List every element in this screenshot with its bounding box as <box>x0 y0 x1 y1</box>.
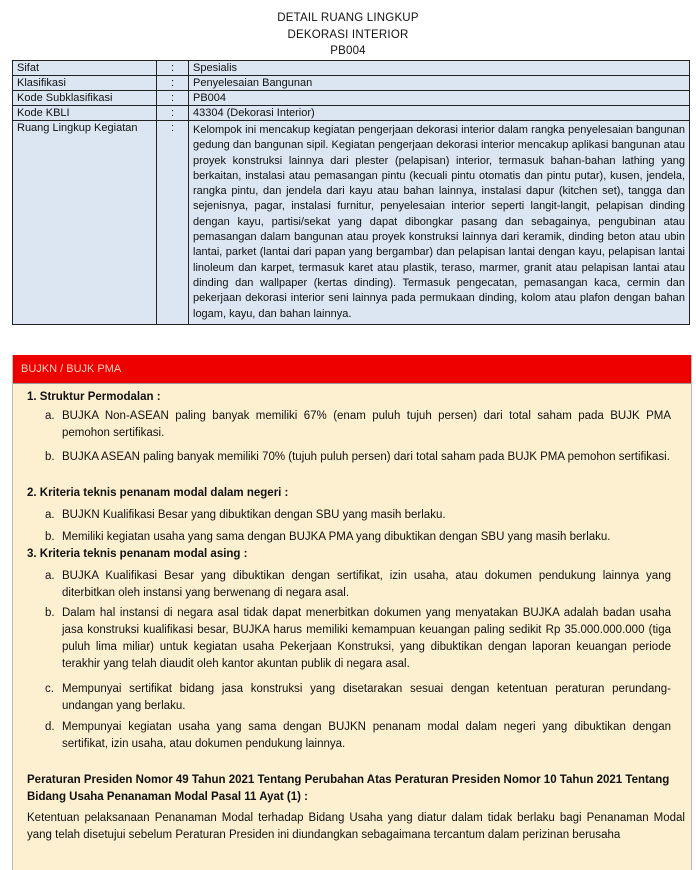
row-label-klasifikasi: Klasifikasi <box>13 76 157 91</box>
row-value-klasifikasi: Penyelesaian Bangunan <box>189 76 690 91</box>
row-label-kode-subklasifikasi: Kode Subklasifikasi <box>13 91 157 106</box>
table-row <box>13 121 690 325</box>
item-text: BUJKA ASEAN paling banyak memiliki 70% (tujuh puluh persen) dari total saham pada BUJK PMA pemohon sertifikasi. <box>62 451 670 463</box>
row-value-sifat: Spesialis <box>189 61 690 76</box>
item-text: Dalam hal instansi di negara asal tidak dapat menerbitkan dokumen yang menyatakan BUJKA adalah badan usaha jasa konstruksi kualifikasi besar, BUJKA harus memiliki kemampuan keuangan paling sedikit Rp 35.000.000.000 (tiga puluh lima miliar) untuk kegiatan usaha Pekerjaan Konstruksi, yang dibuktikan dengan laporan keuangan periode terakhir yang telah diaudit oleh kantor akuntan publik di negara asal. <box>62 607 671 670</box>
row-label-kode-kbli: Kode KBLI <box>13 106 157 121</box>
item-label: b. <box>45 531 55 543</box>
list-item <box>45 408 671 442</box>
item-text: Memiliki kegiatan usaha yang sama dengan BUJKA PMA yang dibuktikan dengan SBU yang masih berlaku. <box>62 531 611 543</box>
item-text: BUJKA Kualifikasi Besar yang dibuktikan dengan sertifikat, izin usaha, atau dokumen pendukung lainnya yang diterbitkan oleh instansi yang berwenang di negara asal. <box>62 570 671 599</box>
document-title-line2: DEKORASI INTERIOR <box>287 29 409 41</box>
item-label: d. <box>45 721 55 733</box>
document-title-line1: DETAIL RUANG LINGKUP <box>277 12 419 24</box>
colon: : <box>157 76 189 91</box>
colon: : <box>157 106 189 121</box>
row-value-kode-kbli: 43304 (Dekorasi Interior) <box>189 106 690 121</box>
row-value-kode-subklasifikasi: PB004 <box>189 91 690 106</box>
table-row <box>13 61 690 76</box>
pma-requirements-panel <box>12 355 692 870</box>
list-item <box>45 568 671 602</box>
list-item <box>45 449 671 466</box>
section-title-kriteria-dalam-negeri: 2. Kriteria teknis penanam modal dalam negeri : <box>27 487 289 499</box>
item-label: b. <box>45 607 55 619</box>
colon: : <box>157 91 189 106</box>
list-item <box>45 681 671 715</box>
item-text: BUJKN Kualifikasi Besar yang dibuktikan dengan SBU yang masih berlaku. <box>62 509 446 521</box>
item-label: a. <box>45 410 55 422</box>
colon: : <box>157 121 189 325</box>
regulation-body: Ketentuan pelaksanaan Penanaman Modal terhadap Bidang Usaha yang diatur dalam tidak berlaku bagi Penanaman Modal yang telah disetujui sebelum Peraturan Presiden ini diundangkan sebagaimana tercantum dalam perizinan berusaha <box>27 812 685 841</box>
section-title-struktur-permodalan: 1. Struktur Permodalan : <box>27 391 161 403</box>
item-text: BUJKA Non-ASEAN paling banyak memiliki 67% (enam puluh tujuh persen) dari total saham pada BUJK PMA pemohon sertifikasi. <box>62 410 671 439</box>
item-label: a. <box>45 570 55 582</box>
item-text: Mempunyai sertifikat bidang jasa konstruksi yang disetarakan sesuai dengan ketentuan peraturan perundang-undangan yang berlaku. <box>62 683 671 712</box>
list-item <box>45 605 671 673</box>
list-item <box>45 507 671 524</box>
colon: : <box>157 61 189 76</box>
table-row <box>13 76 690 91</box>
table-row <box>13 91 690 106</box>
row-label-sifat: Sifat <box>13 61 157 76</box>
list-item <box>45 719 671 753</box>
scope-detail-table <box>12 60 690 325</box>
document-code: PB004 <box>330 45 366 57</box>
list-item <box>45 529 671 546</box>
item-label: b. <box>45 451 55 463</box>
regulation-title: Peraturan Presiden Nomor 49 Tahun 2021 Tentang Perubahan Atas Peraturan Presiden Nomor 10 Tahun 2021 Tentang Bidang Usaha Penanaman Modal Pasal 11 Ayat (1) : <box>27 774 670 803</box>
row-value-ruang-lingkup: Kelompok ini mencakup kegiatan pengerjaan dekorasi interior dalam rangka penyelesaian bangunan gedung dan bangunan sipil. Kegiatan pengerjaan dekorasi interior mencakup aplikasi bangunan atau proyek konstruksi lainnya dari plester (pelapisan) interior, termasuk bahan-bahan lathing yang berkaitan, instalasi atau pemasangan pintu (kecuali pintu otomatis dan pintu putar), kusen, jendela, rangka pintu, dan jendela dari kayu atau bahan lainnya, instalasi dapur (kitchen set), tangga dan sejenisnya, pagar, instalasi furnitur, penyelesaian interior seperti langit-langit, pelapisan dinding dengan kayu, partisi/sekat yang dapat dibongkar pasang dan sebagainya, pengubinan atau pemasangan dalam bangunan atau proyek konstruksi lainnya dari keramik, dinding beton atau ubin lantai, parket (lantai dari papan yang bergambar) dan pelapisan lantai dengan kayu, pelapisan lantai linoleum dan karpet, termasuk karet atau plastik, teraso, marmer, granit atau pelapisan lantai atau dinding dan wallpaper (kertas dinding). Termasuk pengecatan, pemasangan kaca, cermin dan pekerjaan dekorasi interior seni lainnya pada permukaan dinding, kolom atau plafon dengan bahan logam, kayu, dan bahan lainnya. <box>189 121 690 325</box>
table-row <box>13 106 690 121</box>
pma-header: BUJKN / BUJK PMA <box>13 355 691 384</box>
item-text: Mempunyai kegiatan usaha yang sama dengan BUJKN penanam modal dalam negeri yang dibuktikan dengan sertifikat, izin usaha, atau dokumen pendukung lainnya. <box>62 721 671 750</box>
row-label-ruang-lingkup: Ruang Lingkup Kegiatan <box>13 121 157 325</box>
item-label: a. <box>45 509 55 521</box>
section-title-kriteria-asing: 3. Kriteria teknis penanam modal asing : <box>27 548 248 560</box>
item-label: c. <box>45 683 54 695</box>
